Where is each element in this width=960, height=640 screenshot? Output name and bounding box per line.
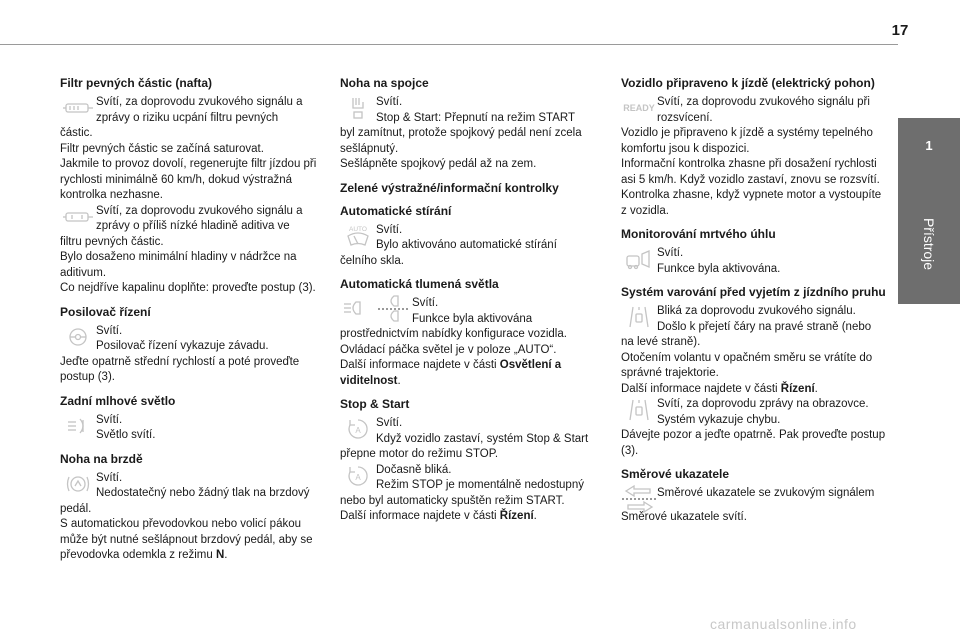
text: prostřednictvím nabídky konfigurace vozidla. — [340, 328, 567, 340]
lane-departure-icon — [621, 306, 657, 328]
text-block — [96, 471, 328, 502]
text: Sešlápněte spojkový pedál až na zem. — [340, 158, 537, 170]
dpf-icon — [60, 206, 96, 228]
text-block — [96, 413, 328, 444]
icon-line — [340, 223, 608, 254]
auto-label: AUTO — [349, 225, 367, 233]
text: Došlo k přejetí čáry na pravé straně (nebo — [657, 320, 872, 333]
text: Svítí. — [657, 247, 684, 259]
text: Kontrolka zhasne, když vypnete motor a vystoupíte z vozidla. — [621, 189, 882, 217]
icon-line — [60, 204, 328, 235]
text: Funkce byla aktivována. — [657, 262, 781, 275]
section-title: Stop & Start — [340, 397, 410, 411]
chapter-tab — [898, 118, 960, 304]
text: Bylo dosaženo minimální hladiny v nádržce na aditivum. — [60, 251, 297, 279]
text: přepne motor do režimu STOP. — [340, 448, 499, 460]
text: Svítí, za doprovodu zprávy na obrazovce. — [657, 398, 869, 410]
text: Jeďte opatrně střední rychlostí a poté proveďte postup (3). — [60, 355, 300, 383]
text: Vozidlo je připraveno k jízdě a systémy tepelného komfortu jsou k dispozici. — [621, 127, 873, 155]
text: Svítí. — [96, 413, 123, 426]
text: Svítí. — [376, 96, 403, 108]
section-title: Automatická tlumená světla — [340, 277, 499, 291]
header-rule — [0, 44, 898, 45]
text-block — [376, 223, 608, 254]
column-2 — [340, 76, 608, 525]
text-block — [621, 382, 889, 398]
text: Svítí. — [376, 223, 403, 236]
bold-text: N — [215, 549, 225, 561]
text: Informační kontrolka zhasne při dosažení rychlosti asi 5 km/h. Když vozidlo zastaví, znovu se rozsvítí. — [621, 158, 880, 186]
text-block — [60, 517, 328, 564]
brake-foot-icon — [60, 473, 96, 495]
icon-line — [340, 416, 608, 447]
section-title: Směrové ukazatele — [621, 467, 730, 481]
text: filtru pevných částic. — [60, 235, 164, 248]
text: Posilovač řízení vykazuje závadu. — [96, 340, 269, 352]
text: . — [397, 374, 401, 387]
text: Světlo svítí. — [96, 429, 156, 441]
text: Svítí, za doprovodu zvukového signálu a zprávy o příliš nízké hladině aditiva ve — [96, 204, 303, 232]
text: Svítí. — [96, 471, 123, 484]
section-title: Zelené výstražné/informační kontrolky — [340, 180, 559, 195]
text: Bylo aktivováno automatické stírání — [376, 239, 557, 251]
text: Svítí. — [412, 297, 439, 309]
watermark: carmanualsonline.info — [710, 616, 857, 632]
chapter-title: Přístroje — [921, 217, 937, 271]
text-block — [657, 246, 889, 277]
section-title: Vozidlo připraveno k jízdě (elektrický pohon) — [621, 76, 875, 90]
text: částic. — [60, 127, 93, 139]
text-block — [376, 95, 608, 126]
icon-line — [60, 471, 328, 502]
lane-departure-icon — [621, 399, 657, 421]
dpf-icon — [60, 97, 96, 119]
text-block — [657, 397, 889, 428]
section-title: Monitorování mrtvého úhlu — [621, 227, 776, 241]
text: Svítí. — [376, 417, 403, 429]
text: . — [224, 549, 228, 561]
text: Režim STOP je momentálně nedostupný — [376, 479, 584, 491]
section-title: Automatické stírání — [340, 203, 452, 218]
text-block — [340, 358, 608, 389]
text: Nedostatečný nebo žádný tlak na brzdový — [96, 487, 310, 499]
bold-text: Osvětlení a viditelnost — [340, 359, 562, 387]
text-block — [340, 509, 608, 525]
section-title: Systém varování před vyjetím z jízdního pruhu — [621, 285, 886, 299]
chapter-number: 1 — [925, 138, 933, 153]
auto-beam-icon — [340, 298, 412, 320]
section-title: Zadní mlhové světlo — [60, 393, 176, 408]
icon-line — [621, 304, 889, 335]
turn-signal-icon — [621, 488, 657, 510]
column-1 — [60, 76, 328, 564]
text: Svítí, za doprovodu zvukového signálu a zprávy o riziku ucpání filtru pevných — [96, 96, 303, 124]
section-title: Filtr pevných částic (nafta) — [60, 76, 213, 90]
text: S automatickou převodovkou nebo volicí pákou může být nutné sešlápnout brzdový pedál, aby se převodovka odemkla z režimu — [60, 518, 313, 561]
text: na levé straně). — [621, 336, 701, 348]
clutch-foot-icon — [340, 97, 376, 119]
steering-warning-icon — [60, 326, 96, 348]
text-block — [412, 296, 608, 327]
icon-line — [621, 486, 889, 510]
blind-spot-icon — [621, 248, 657, 270]
text: Směrové ukazatele se zvukovým signálem — [657, 487, 875, 499]
ready-icon — [621, 97, 657, 119]
svg-text:A: A — [355, 472, 361, 482]
text: Jakmile to provoz dovolí, regenerujte filtr jízdou při rychlosti minimálně 60 km/h, dokud výstražná kontrolka nezhasne. — [60, 158, 317, 201]
text: čelního skla. — [340, 254, 404, 267]
text: pedál. — [60, 502, 92, 515]
text: nebo byl automaticky spuštěn režim START. — [340, 494, 565, 507]
text: Co nejdříve kapalinu doplňte: proveďte postup (3). — [60, 282, 316, 294]
icon-line — [60, 413, 328, 444]
text-block — [376, 463, 608, 494]
icon-line — [621, 95, 889, 126]
stop-start-icon — [340, 465, 376, 487]
bold-text: Řízení — [499, 510, 534, 522]
section-title: Noha na spojce — [340, 76, 429, 90]
svg-text:A: A — [355, 426, 361, 435]
column-3 — [621, 76, 889, 526]
ready-label: READY — [623, 103, 655, 113]
stop-start-icon — [340, 418, 376, 440]
text: Dočasně bliká. — [376, 463, 452, 476]
page-number: 17 — [891, 22, 909, 39]
text-block — [376, 416, 608, 447]
auto-wipe-icon — [340, 225, 376, 247]
text: Směrové ukazatele svítí. — [621, 511, 747, 523]
icon-line — [621, 246, 889, 277]
icon-line — [60, 324, 328, 355]
text: Systém vykazuje chybu. — [657, 413, 781, 426]
text: Když vozidlo zastaví, systém Stop & Start — [376, 432, 589, 445]
text: Funkce byla aktivována — [412, 312, 533, 325]
icon-line — [340, 463, 608, 494]
text: Dávejte pozor a jeďte opatrně. Pak proveďte postup (3). — [621, 429, 886, 457]
text-block — [657, 304, 889, 335]
text: Další informace najdete v části — [340, 510, 500, 522]
text: . — [533, 510, 537, 522]
text: . — [814, 382, 818, 395]
text: Svítí. — [96, 324, 123, 337]
bold-text: Řízení — [780, 382, 815, 395]
text: Svítí, za doprovodu zvukového signálu při rozsvícení. — [657, 96, 870, 124]
icon-line — [340, 95, 608, 126]
icon-line — [621, 397, 889, 428]
section-title: Noha na brzdě — [60, 451, 143, 466]
text: Ovládací páčka světel je v poloze „AUTO“. — [340, 343, 557, 356]
icon-line — [60, 95, 328, 126]
section-title: Posilovač řízení — [60, 304, 151, 319]
text-block — [96, 324, 328, 355]
rear-fog-icon — [60, 415, 96, 437]
icon-line — [340, 296, 608, 327]
text: Další informace najdete v části — [340, 359, 500, 371]
text: Další informace najdete v části — [621, 382, 781, 395]
text: Filtr pevných částic se začíná saturovat. — [60, 142, 264, 155]
text: Bliká za doprovodu zvukového signálu. — [657, 305, 856, 317]
text: byl zamítnut, protože spojkový pedál není zcela sešlápnutý. — [340, 127, 582, 155]
text: Stop & Start: Přepnutí na režim START — [376, 111, 575, 124]
text: Otočením volantu v opačném směru se vrátíte do správné trajektorie. — [621, 351, 873, 379]
